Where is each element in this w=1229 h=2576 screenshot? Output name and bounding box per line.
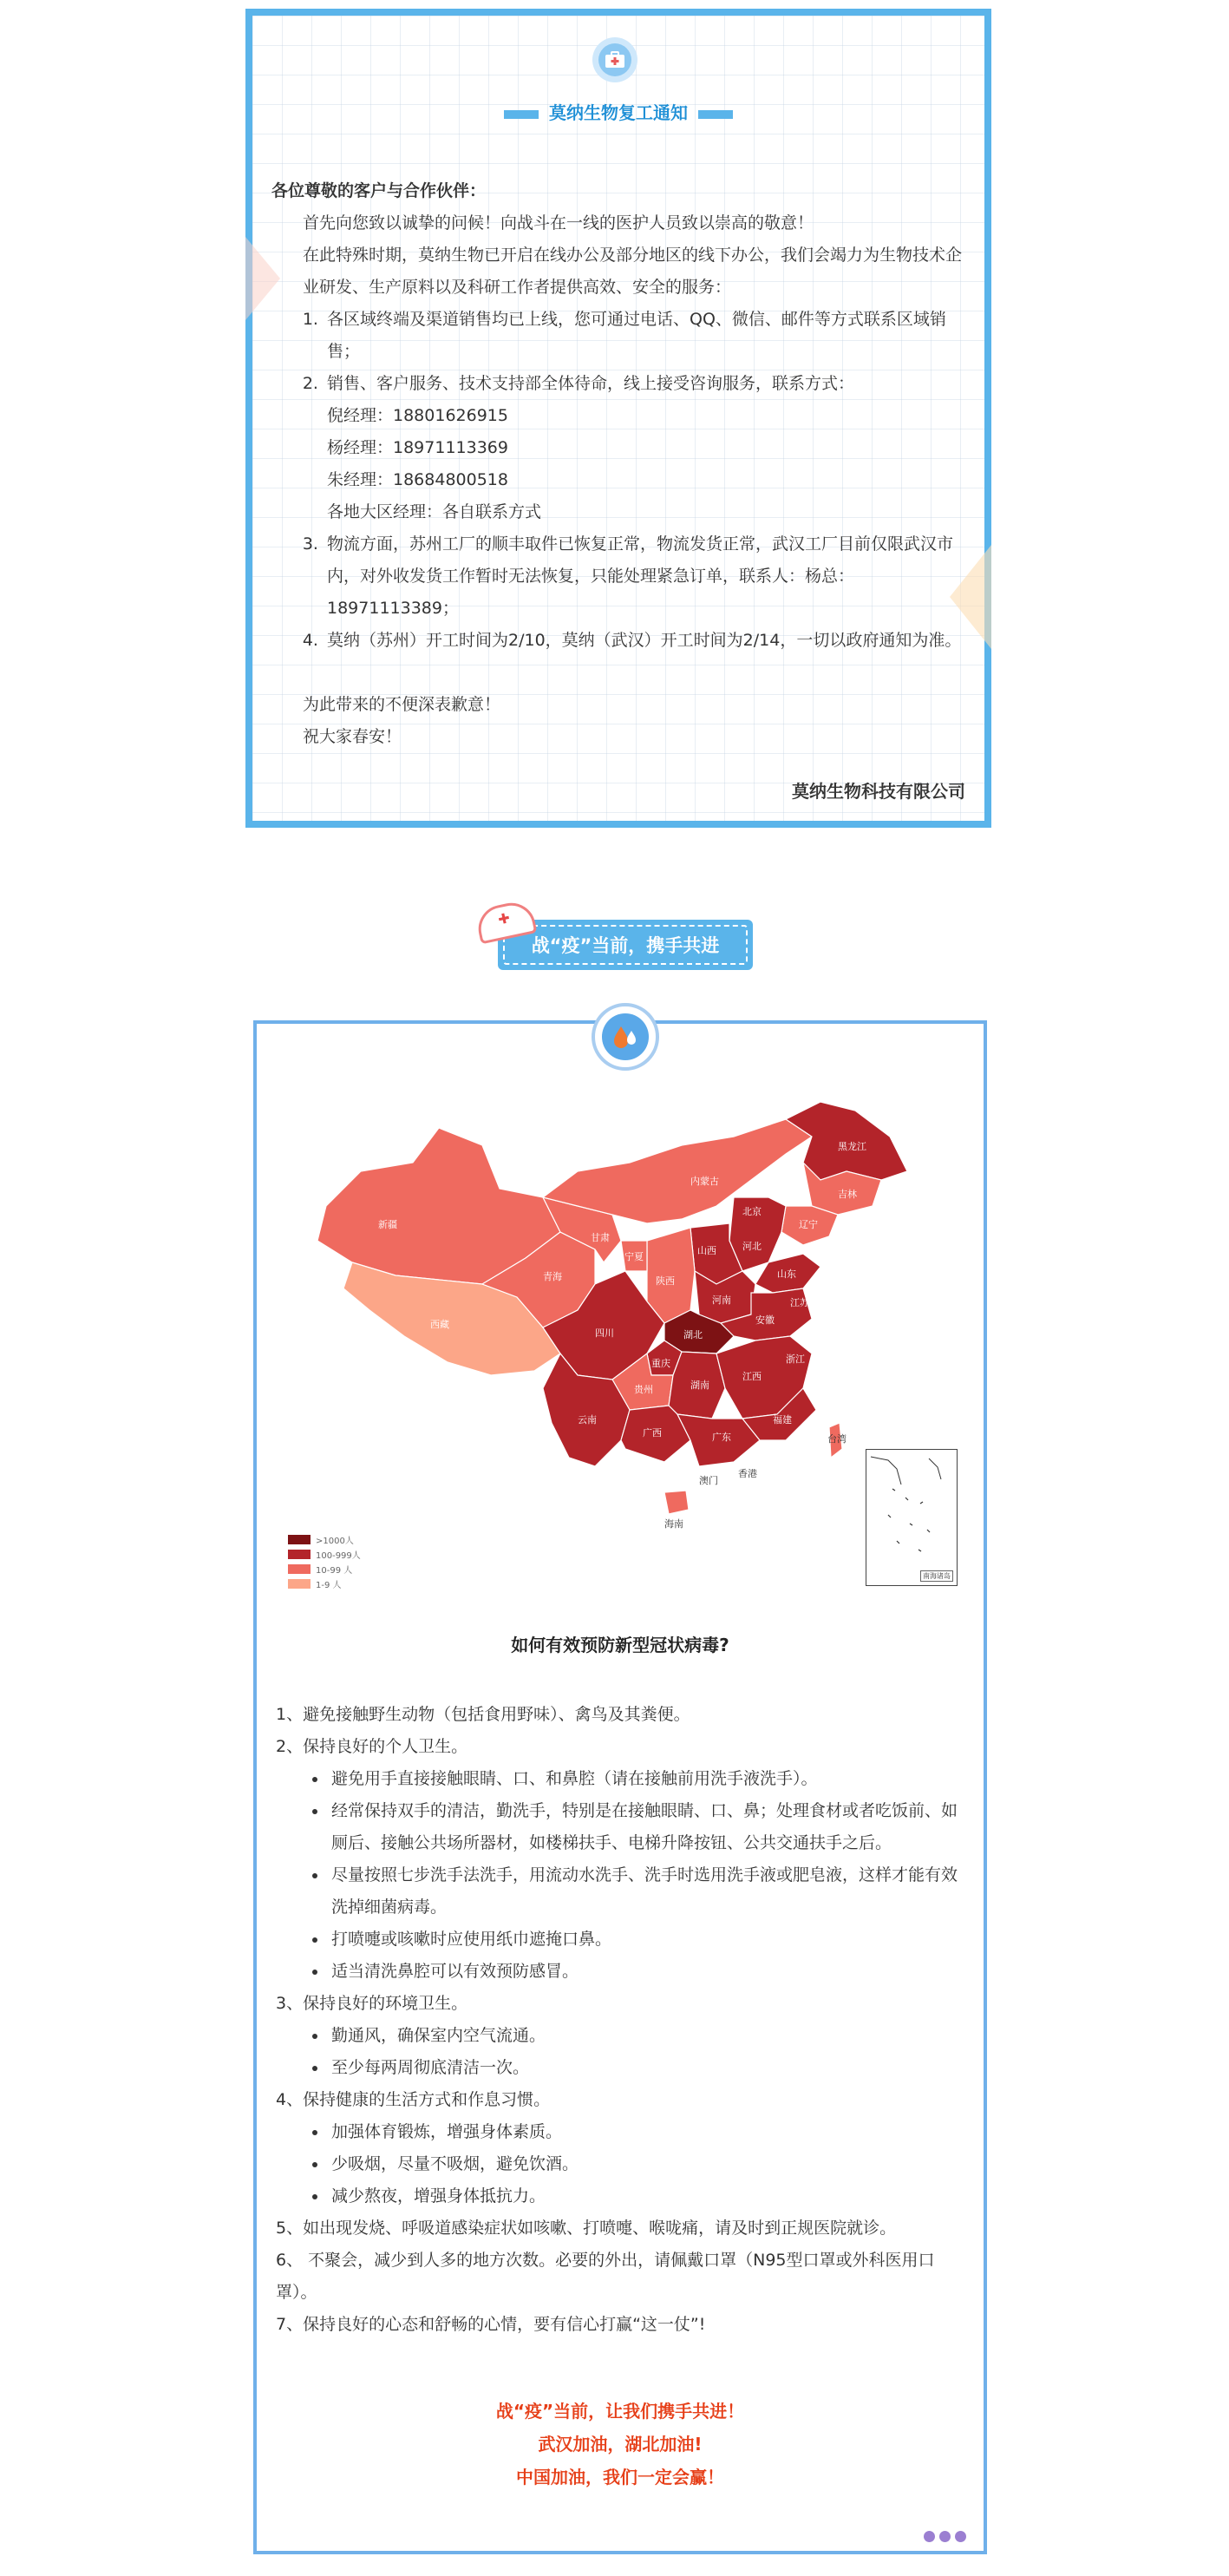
contact-2: 杨经理：18971113369 — [327, 438, 508, 457]
map-label-shandong: 山东 — [777, 1268, 796, 1280]
map-label-xinjiang: 新疆 — [378, 1219, 397, 1230]
map-label-tibet: 西藏 — [430, 1319, 449, 1330]
closing-1: 为此带来的不便深表歉意！ — [303, 695, 501, 714]
tip-4-item: • 少吸烟，尽量不吸烟，避免饮酒。 — [328, 2148, 970, 2180]
water-drop-icon — [602, 1013, 649, 1060]
map-label-shaanxi: 陕西 — [656, 1275, 675, 1287]
map-label-taiwan: 台湾 — [827, 1433, 847, 1445]
map-label-yunnan: 云南 — [578, 1414, 597, 1426]
map-label-chongqing: 重庆 — [651, 1358, 670, 1369]
legend-item-10-99: 10-99 人 — [288, 1562, 361, 1576]
legend-item-100-999: 100-999人 — [288, 1547, 361, 1562]
contact-3: 朱经理：18684800518 — [327, 470, 508, 489]
map-label-macau: 澳门 — [699, 1475, 718, 1486]
slogan-3: 中国加油，我们一定会赢！ — [516, 2467, 724, 2488]
region-hainan — [664, 1491, 689, 1514]
map-label-shanghai: 上海 — [807, 1327, 827, 1339]
map-label-zhejiang: 浙江 — [786, 1354, 805, 1365]
map-label-jilin: 吉林 — [838, 1189, 857, 1200]
contact-1: 倪经理：18801626915 — [327, 406, 508, 425]
map-label-liaoning: 辽宁 — [799, 1219, 818, 1230]
map-label-hainan: 海南 — [664, 1518, 683, 1530]
water-drop-badge — [592, 1003, 659, 1071]
map-label-ningxia: 宁夏 — [624, 1251, 644, 1262]
notice-item-1: 1. 各区域终端及渠道销售均已上线，您可通过电话、QQ、微信、邮件等方式联系区域销售； — [324, 304, 965, 368]
map-label-hongkong: 香港 — [738, 1468, 757, 1479]
tip-2: 2、保持良好的个人卫生。 — [276, 1737, 468, 1756]
tip-6: 6、 不聚会，减少到人多的地方次数。必要的外出，请佩戴口罩（N95型口罩或外科医用口罩）。 — [276, 2251, 935, 2302]
map-label-hunan: 湖南 — [690, 1380, 709, 1391]
map-label-henan: 河南 — [712, 1295, 731, 1306]
banner-label: 战“疫”当前，携手共进 — [503, 925, 748, 965]
tip-4-item: • 加强体育锻炼，增强身体素质。 — [328, 2116, 970, 2148]
medical-kit-badge — [592, 37, 637, 82]
map-label-anhui: 安徽 — [755, 1314, 775, 1326]
map-label-sichuan: 四川 — [595, 1327, 614, 1339]
tip-2-list — [276, 1763, 970, 1988]
south-china-sea-inset — [866, 1449, 958, 1586]
prevention-card — [253, 1020, 987, 2554]
greeting: 各位尊敬的客户与合作伙伴： — [271, 181, 487, 200]
slogans — [257, 2395, 984, 2494]
map-label-shanxi: 山西 — [697, 1245, 716, 1256]
map-label-fujian: 福建 — [773, 1414, 792, 1426]
map-label-hubei: 湖北 — [683, 1329, 703, 1340]
decor-dots — [919, 2531, 966, 2542]
map-label-jiangsu: 江苏 — [790, 1297, 809, 1308]
medical-kit-icon — [598, 43, 631, 76]
tip-1: 1、避免接触野生动物（包括食用野味）、禽鸟及其粪便。 — [276, 1705, 690, 1724]
legend-item-1000-plus: >1000人 — [288, 1532, 361, 1547]
tip-2-item: • 打喷嚏或咳嗽时应使用纸巾遮掩口鼻。 — [328, 1924, 970, 1956]
contact-4: 各地大区经理：各自联系方式 — [327, 502, 542, 521]
tip-5: 5、如出现发烧、呼吸道感染症状如咳嗽、打喷嚏、喉咙痛，请及时到正规医院就诊。 — [276, 2219, 897, 2238]
paragraph-2: 在此特殊时期，莫纳生物已开启在线办公及部分地区的线下办公，我们会竭力为生物技术企业研发、生产原料以及科研工作者提供高效、安全的服务： — [303, 246, 963, 297]
tip-2-item: • 经常保持双手的清洁，勤洗手，特别是在接触眼睛、口、鼻；处理食材或者吃饭前、如厕后、接触公共场所器材，如楼梯扶手、电梯升降按钮、公共交通扶手之后。 — [328, 1795, 970, 1859]
tip-3: 3、保持良好的环境卫生。 — [276, 1994, 468, 2013]
notice-item-2: 2. 销售、客户服务、技术支持部全体待命，线上接受咨询服务，联系方式： 倪经理：18801626915 杨经理：18971113369 朱经理：18684800518 各地大区经理：各自联系方式 — [324, 368, 965, 528]
tip-3-item: • 勤通风，确保室内空气流通。 — [328, 2020, 970, 2052]
map-label-guangdong: 广东 — [712, 1432, 731, 1443]
map-label-gansu: 甘肃 — [591, 1232, 610, 1243]
slogan-1: 战“疫”当前，让我们携手共进！ — [495, 2401, 745, 2422]
notice-card — [245, 9, 991, 828]
tip-4: 4、保持健康的生活方式和作息习惯。 — [276, 2090, 551, 2109]
inset-label: 南海诸岛 — [920, 1570, 953, 1582]
prevention-title: 如何有效预防新型冠状病毒? — [511, 1635, 729, 1655]
tip-4-item: • 减少熬夜，增强身体抵抗力。 — [328, 2180, 970, 2212]
map-label-beijing: 北京 — [742, 1206, 762, 1217]
nurse-cap-icon: ✚ — [474, 899, 538, 945]
closing-2: 祝大家春安！ — [303, 727, 402, 746]
notice-title: 莫纳生物复工通知 — [252, 99, 984, 124]
notice-item-3: 3. 物流方面，苏州工厂的顺丰取件已恢复正常，物流发货正常，武汉工厂目前仅限武汉市内，对外收发货工作暂时无法恢复，只能处理紧急订单，联系人：杨总：18971113389； — [324, 528, 965, 625]
prevention-tips — [276, 1699, 970, 2341]
tip-2-item: • 适当清洗鼻腔可以有效预防感冒。 — [328, 1956, 970, 1988]
legend-item-1-9: 1-9 人 — [288, 1576, 361, 1591]
notice-item-4: 4. 莫纳（苏州）开工时间为2/10，莫纳（武汉）开工时间为2/14，一切以政府通知为准。 — [324, 625, 965, 657]
tip-3-list — [276, 2020, 970, 2084]
notice-list — [271, 304, 965, 657]
tip-2-item: • 避免用手直接接触眼睛、口、和鼻腔（请在接触前用洗手液洗手）。 — [328, 1763, 970, 1795]
tip-7: 7、保持良好的心态和舒畅的心情，要有信心打赢“这一仗”! — [276, 2315, 706, 2334]
map-legend — [288, 1532, 361, 1591]
map-label-heilongjiang: 黑龙江 — [838, 1141, 866, 1152]
map-label-guangxi: 广西 — [643, 1427, 662, 1439]
slogan-2: 武汉加油，湖北加油! — [538, 2434, 703, 2455]
notice-body — [271, 175, 965, 753]
tip-3-item: • 至少每两周彻底清洁一次。 — [328, 2052, 970, 2084]
tip-4-list — [276, 2116, 970, 2212]
campaign-banner — [484, 909, 753, 972]
tip-2-item: • 尽量按照七步洗手法洗手，用流动水洗手、洗手时选用洗手液或肥皂液，这样才能有效洗掉细菌病毒。 — [328, 1859, 970, 1924]
paragraph-1: 首先向您致以诚挚的问候！向战斗在一线的医护人员致以崇高的敬意！ — [303, 213, 814, 233]
map-label-inner-mongolia: 内蒙古 — [690, 1176, 719, 1187]
map-label-jiangxi: 江西 — [742, 1371, 762, 1382]
company-signature: 莫纳生物科技有限公司 — [792, 781, 965, 802]
map-label-guizhou: 贵州 — [634, 1384, 653, 1395]
inset-islands — [866, 1450, 953, 1563]
map-label-qinghai: 青海 — [543, 1271, 562, 1282]
map-label-hebei: 河北 — [742, 1241, 762, 1252]
